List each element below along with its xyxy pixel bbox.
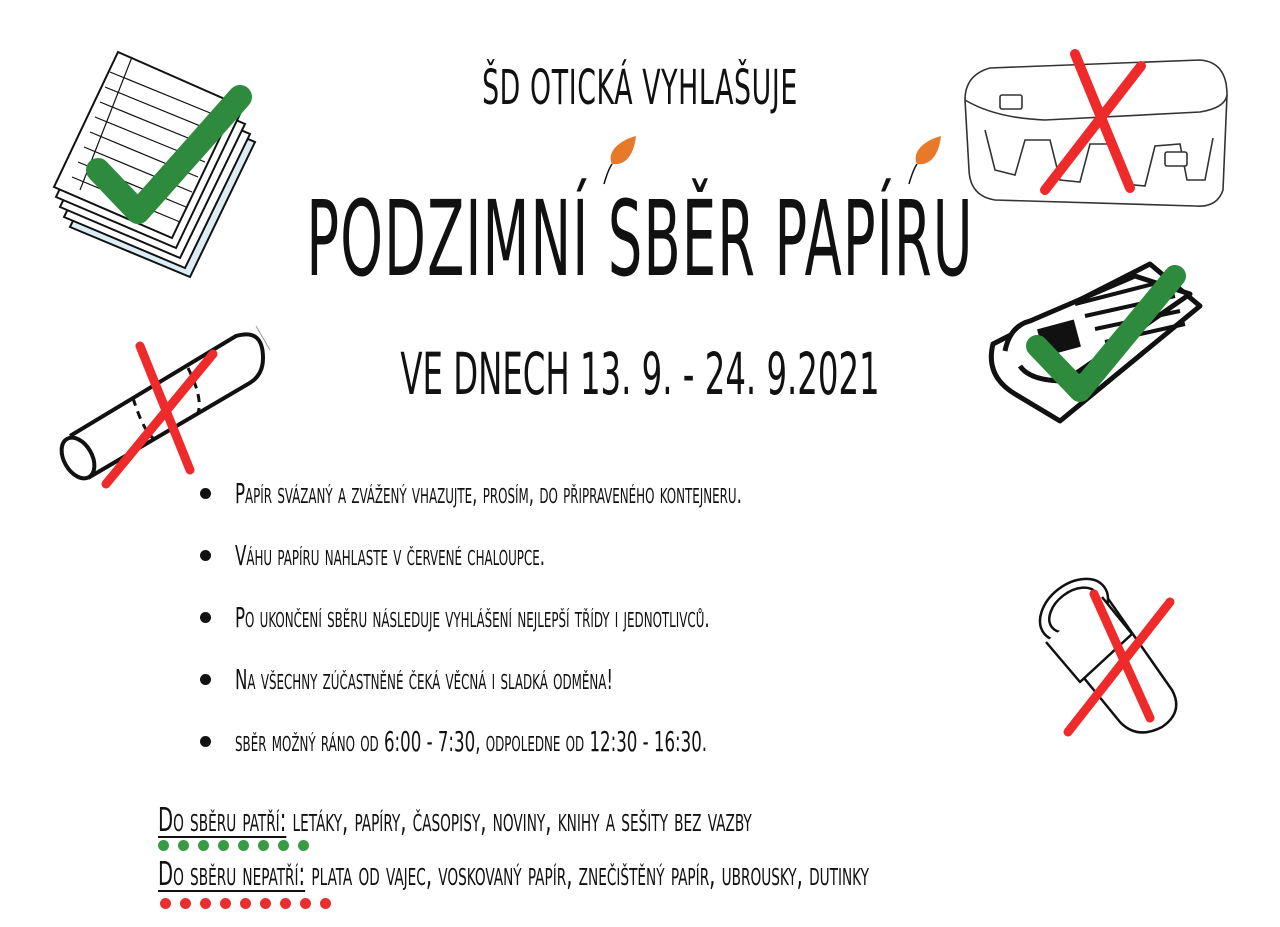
page-title: PODZIMNÍ SBĚR PAPÍRU xyxy=(306,178,974,300)
allowed-items: letáky, papíry, časopisy, noviny, knihy a sešity bez vazby xyxy=(292,800,752,839)
allowed-dots xyxy=(158,840,309,851)
subtitle: ŠD OTICKÁ VYHLAŠUJE xyxy=(482,60,798,116)
leaf-icon xyxy=(903,134,945,186)
bullet-dot xyxy=(200,550,211,561)
bullet-dot xyxy=(200,674,211,685)
info-list xyxy=(200,462,1003,772)
egg-carton-icon xyxy=(955,40,1235,215)
coffee-cup-icon xyxy=(1022,572,1187,744)
forbidden-dots xyxy=(160,898,331,909)
allowed-items-line xyxy=(158,800,1058,839)
list-item: sběr možný ráno od 6:00 - 7:30, odpoledne od 12:30 - 16:30. xyxy=(200,710,1003,772)
list-item: Na všechny zúčastněné čeká věcná i sladká odměna! xyxy=(200,648,1003,710)
forbidden-items: plata od vajec, voskovaný papír, znečištěný papír, ubrousky, dutinky xyxy=(311,854,869,893)
date-range: VE DNECH 13. 9. - 24. 9.2021 xyxy=(400,340,880,408)
bullet-dot xyxy=(200,612,211,623)
bullet-dot xyxy=(200,488,211,499)
leaf-icon xyxy=(598,134,640,186)
forbidden-items-line xyxy=(158,854,1235,893)
allowed-label: Do sběru patří: xyxy=(158,800,287,839)
list-item: Papír svázaný a zvážený vhazujte, prosím, do připraveného kontejneru. xyxy=(200,462,1003,524)
paper-stack-icon xyxy=(50,42,265,282)
forbidden-label: Do sběru nepatří: xyxy=(158,854,306,893)
list-item: Po ukončení sběru následuje vyhlášení nejlepší třídy i jednotlivců. xyxy=(200,586,1003,648)
newspaper-icon xyxy=(985,256,1210,426)
bullet-dot xyxy=(200,736,211,747)
list-item: Váhu papíru nahlaste v červené chaloupce. xyxy=(200,524,1003,586)
